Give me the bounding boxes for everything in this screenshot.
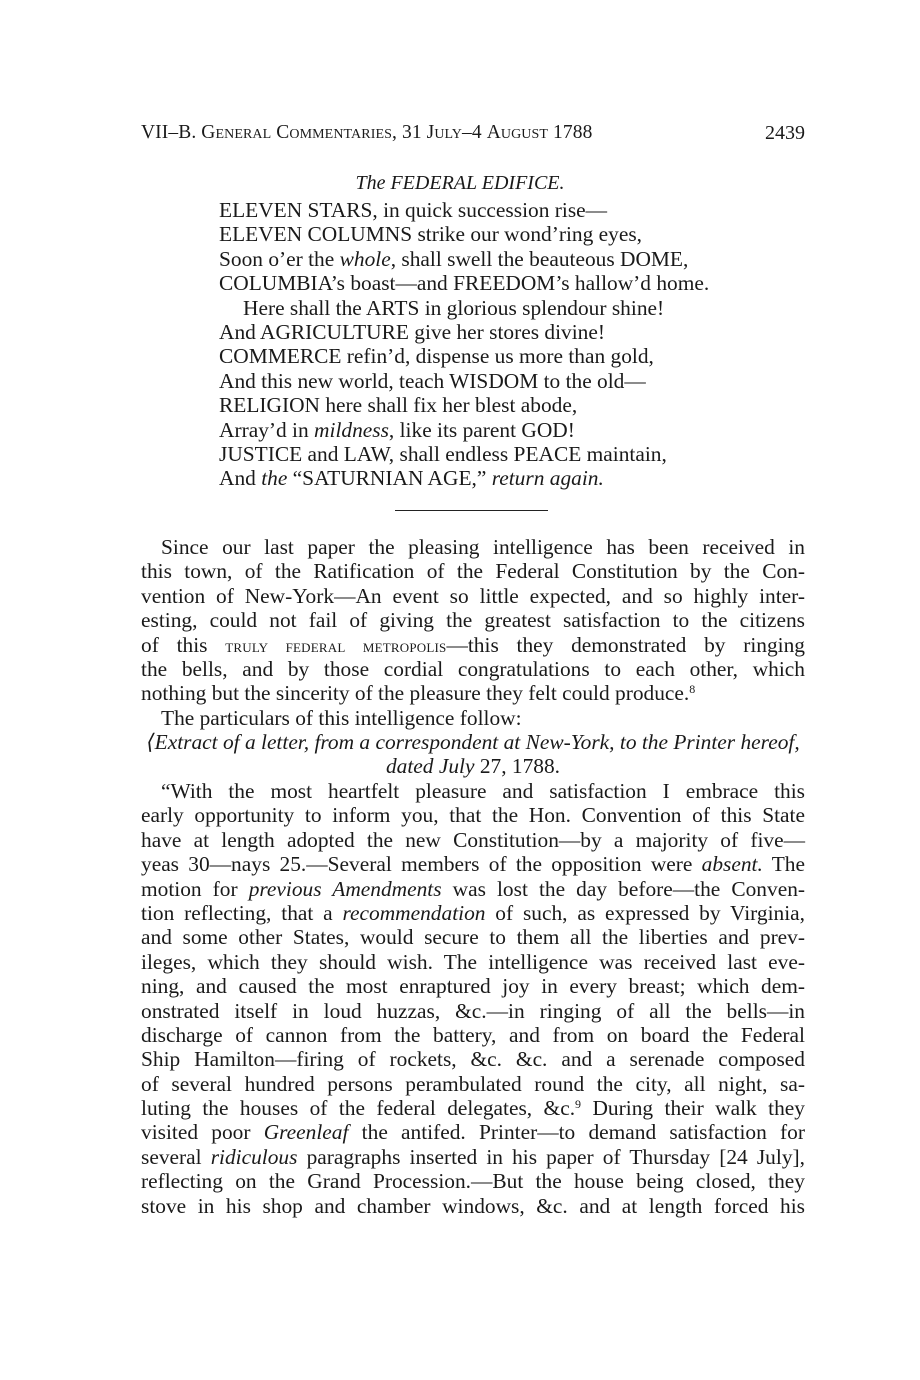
- footnote-ref: 9: [575, 1097, 582, 1112]
- poem-title: The FEDERAL EDIFICE.: [355, 172, 565, 194]
- text-fragment: nothing but the sincerity of the pleasure they felt could produce.: [141, 681, 690, 706]
- text-line: [141, 1120, 805, 1144]
- text-line: Since our last paper the pleasing intelligence has been received in: [161, 535, 805, 559]
- poem-line: [219, 418, 819, 442]
- paragraph-letter: [141, 779, 805, 1218]
- text-line: ning, and caused the most enraptured joy in every breast; which dem-: [141, 974, 805, 999]
- extract-date: 27, 1788.: [474, 754, 561, 779]
- text-fragment: —this they demonstrated by ringing: [446, 632, 805, 657]
- running-head-title: [141, 122, 592, 144]
- poem-line: And this new world, teach WISDOM to the old—: [219, 368, 646, 393]
- text-fragment: of this: [141, 632, 226, 657]
- section-divider: [395, 510, 548, 511]
- footnote-ref: 8: [689, 682, 696, 697]
- text-line: ileges, which they should wish. The intelligence was received last eve-: [141, 949, 805, 974]
- text-fragment: The: [762, 852, 805, 877]
- text-line: [141, 877, 805, 901]
- text-fragment: visited poor: [141, 1120, 264, 1145]
- poem-line-text: , like its parent GOD!: [388, 417, 575, 442]
- italic-phrase: previous Amendments: [248, 876, 442, 901]
- text-line: stove in his shop and chamber windows, &c. and at length forced his: [141, 1193, 805, 1218]
- poem-line-text: Array’d in: [219, 417, 315, 442]
- text-line: Ship Hamilton—firing of rockets, &c. &c. and a serenade composed: [141, 1047, 805, 1072]
- text-fragment: of such, as expressed by Virginia,: [485, 900, 805, 925]
- running-head-separator: –4: [462, 122, 487, 143]
- poem: [219, 198, 819, 491]
- poem-line-text: And: [219, 466, 262, 491]
- poem-line-italic: mildness: [314, 417, 389, 442]
- text-line: discharge of cannon from the battery, and from on board the Federal: [141, 1022, 805, 1047]
- italic-phrase: absent.: [701, 852, 763, 877]
- text-fragment: yeas 30—nays 25.—Several members of the opposition were: [141, 852, 702, 877]
- text-line: [141, 852, 805, 876]
- running-head-month-end: August: [486, 122, 549, 143]
- poem-line: COLUMBIA’s boast—and FREEDOM’s hallow’d home.: [219, 271, 710, 296]
- poem-line-italic: the: [261, 466, 288, 491]
- running-head-year: 1788: [548, 122, 593, 143]
- running-head-month-start: July: [426, 122, 463, 143]
- running-head-date: , 31: [392, 122, 427, 143]
- text-fragment: was lost the day before—the Conven-: [441, 876, 806, 901]
- text-line: onstrated itself in loud huzzas, &c.—in ringing of all the bells—in: [141, 998, 805, 1023]
- small-caps-phrase: truly federal metropolis: [225, 635, 447, 657]
- text-line: [141, 681, 805, 705]
- italic-phrase: ridiculous: [210, 1144, 298, 1169]
- text-line: [141, 901, 805, 925]
- text-line: have at length adopted the new Constitution—by a majority of five—: [141, 827, 805, 852]
- text-line: The particulars of this intelligence follow:: [161, 706, 522, 730]
- running-head-section: General Commentaries: [201, 122, 393, 143]
- text-line: “With the most heartfelt pleasure and satisfaction I embrace this: [161, 779, 805, 803]
- text-line: [141, 754, 805, 778]
- text-line: vention of New-York—An event so little expected, and so highly inter-: [141, 583, 805, 608]
- text-fragment: tion reflecting, that a: [141, 900, 343, 925]
- poem-line: [219, 247, 819, 271]
- text-fragment: motion for: [141, 876, 249, 901]
- text-line: early opportunity to inform you, that the Hon. Convention of this State: [141, 803, 805, 828]
- italic-phrase: recommendation: [342, 900, 486, 925]
- poem-line: ELEVEN COLUMNS strike our wond’ring eyes,: [219, 222, 642, 247]
- text-fragment: During their walk they: [581, 1096, 805, 1121]
- text-line: and some other States, would secure to them all the liberties and prev-: [141, 925, 805, 950]
- poem-line: JUSTICE and LAW, shall endless PEACE maintain,: [219, 441, 667, 466]
- poem-line-text: Soon o’er the: [219, 246, 340, 271]
- paragraph-ratification: [141, 535, 805, 706]
- extract-line: ⟨Extract of a letter, from a correspondent at New-York, to the Printer hereof,: [146, 730, 800, 754]
- text-line: this town, of the Ratification of the Federal Constitution by the Con-: [141, 559, 805, 584]
- text-fragment: the antifed. Printer—to demand satisfaction for: [348, 1120, 805, 1145]
- text-line: [141, 730, 805, 754]
- poem-line-text: “SATURNIAN AGE,”: [287, 466, 492, 491]
- text-line: esting, could not fail of giving the greatest satisfaction to the citizens: [141, 608, 805, 633]
- running-header: [141, 122, 805, 150]
- page-number: 2439: [765, 122, 805, 144]
- poem-line: ELEVEN STARS, in quick succession rise—: [219, 198, 608, 222]
- poem-line: [219, 466, 819, 490]
- poem-line-italic: whole: [339, 246, 391, 271]
- text-fragment: luting the houses of the federal delegates, &c.: [141, 1096, 576, 1121]
- text-line: reflecting on the Grand Procession.—But the house being closed, they: [141, 1169, 805, 1194]
- text-fragment: paragraphs inserted in his paper of Thursday [24 July],: [297, 1144, 805, 1169]
- text-line: [141, 633, 805, 657]
- poem-line-italic: return again.: [491, 466, 604, 491]
- text-line: [141, 1145, 805, 1169]
- extract-heading: [141, 730, 805, 779]
- poem-line-text: , shall swell the beauteous DOME,: [390, 246, 689, 271]
- poem-line: And AGRICULTURE give her stores divine!: [219, 319, 605, 344]
- italic-phrase: Greenleaf: [263, 1120, 349, 1145]
- text-fragment: several: [141, 1144, 211, 1169]
- text-line: of several hundred persons perambulated round the city, all night, sa-: [141, 1071, 805, 1096]
- running-head-prefix: VII–B.: [141, 122, 202, 143]
- poem-line: Here shall the ARTS in glorious splendour shine!: [243, 295, 665, 320]
- poem-line: COMMERCE refin’d, dispense us more than gold,: [219, 344, 654, 369]
- text-line: the bells, and by those cordial congratulations to each other, which: [141, 656, 805, 681]
- extract-date-italic: dated July: [385, 754, 475, 779]
- text-line: [141, 1096, 805, 1120]
- poem-line: RELIGION here shall fix her blest abode,: [219, 393, 578, 418]
- paragraph-particulars: [141, 706, 805, 730]
